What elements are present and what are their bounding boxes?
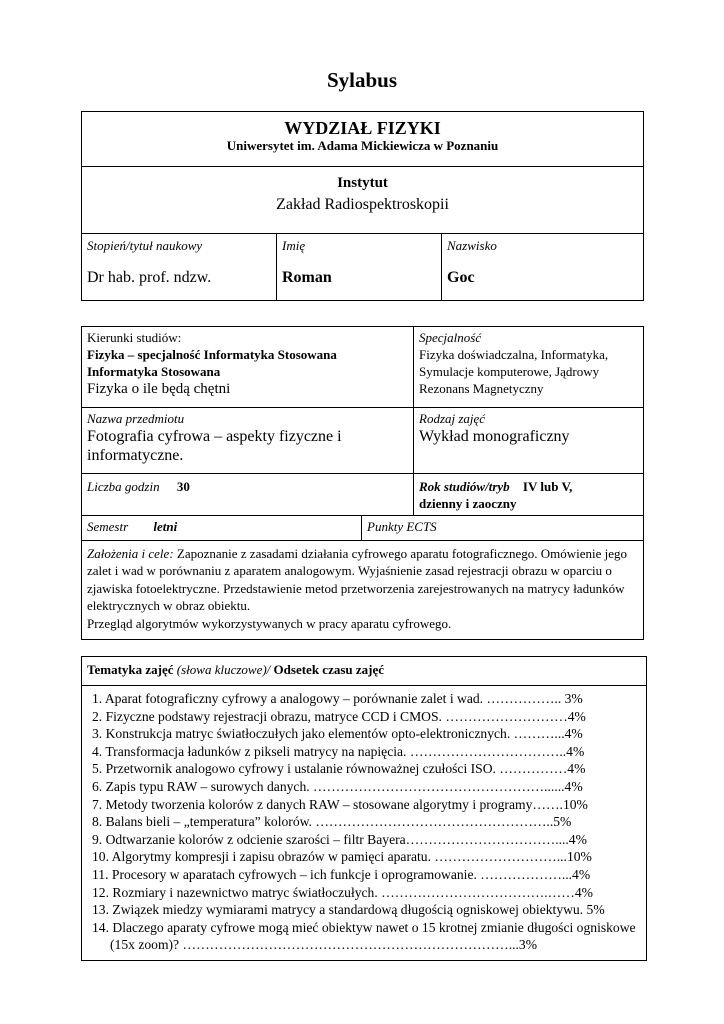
topic-item: 11. Procesory w aparatach cyfrowych – ich funkcje i oprogramowanie. ………………...4%	[92, 866, 591, 882]
specialty-cell	[414, 327, 644, 408]
course-table	[81, 326, 644, 640]
institute-label: Instytut	[337, 175, 388, 191]
semester-cell	[82, 516, 362, 541]
directions-line-1: Fizyka – specjalność Informatyka Stosowana	[87, 347, 337, 362]
topics-header-cell	[82, 657, 647, 686]
goals-label: Założenia i cele:	[87, 546, 174, 561]
directions-line-2: Informatyka Stosowana	[87, 364, 221, 379]
faculty-table	[81, 111, 644, 301]
hours-label: Liczba godzin	[87, 479, 160, 494]
topic-item: 9. Odtwarzanie kolorów z odcienie szarości – filtr Bayera……………………………....4%	[92, 831, 587, 847]
class-type-value: Wykład monograficzny	[419, 428, 570, 445]
faculty-name: WYDZIAŁ FIZYKI	[284, 118, 441, 138]
topics-list	[88, 690, 642, 954]
topics-header-b: (słowa kluczowe)/	[176, 662, 271, 677]
goals-cell	[82, 541, 644, 640]
topic-item: 8. Balans bieli – „temperatura” kolorów. ……………………………………………..5%	[92, 814, 572, 830]
topic-item: 4. Transformacja ładunków z pikseli matrycy na napięcia. ……………………………..4%	[92, 743, 585, 759]
subject-value: Fotografia cyfrowa – aspekty fizyczne i informatyczne.	[87, 428, 342, 464]
hours-value: 30	[176, 479, 190, 494]
first-name-label: Imię	[282, 238, 306, 253]
topic-item: 10. Algorytmy kompresji i zapisu obrazów w pamięci aparatu. ………………………...10%	[92, 849, 592, 865]
directions-line-3: Fizyka o ile będą chętni	[87, 381, 231, 397]
institute-name: Zakład Radiospektroskopii	[276, 196, 449, 213]
semester-value: letni	[153, 519, 178, 534]
topic-item: 1. Aparat fotograficzny cyfrowy a analogowy – porównanie zalet i wad. …………….. 3%	[92, 691, 583, 706]
topic-item: 14. Dlaczego aparaty cyfrowe mogą mieć obiektyw nawet o 15 krotnej zmianie długości ogniskowe (15x zoom)? ………………………………………………………………...3%	[92, 919, 636, 953]
directions-cell	[82, 327, 414, 408]
year-label: Rok studiów/tryb	[419, 479, 510, 494]
goals-text: Zapoznanie z zasadami działania cyfrowego aparatu fotograficznego. Omówienie jego zalet i wad w porównaniu z aparatem analogowym. Wyjaśnienie zasad rejestracji obrazu w oparciu o zjawiska fotoelektryczne. Przedstawienie metod przetworzenia zarejestrowanych na matrycy ładunków elektrycznych w obraz obiektu.	[87, 546, 627, 614]
ects-cell	[362, 516, 644, 541]
institute-cell	[82, 167, 644, 234]
degree-label: Stopień/tytuł naukowy	[87, 238, 203, 253]
topics-header-c: Odsetek czasu zajęć	[273, 662, 385, 677]
topics-header-a: Tematyka zajęć	[87, 662, 174, 677]
topic-item: 7. Metody tworzenia kolorów z danych RAW – stosowane algorytmy i programy…….10%	[92, 796, 588, 812]
mode-value: dzienny i zaoczny	[419, 496, 517, 511]
university-name: Uniwersytet im. Adama Mickiewicza w Poznaniu	[226, 138, 499, 153]
semester-label: Semestr	[87, 519, 129, 534]
topic-item: 2. Fizyczne podstawy rejestracji obrazu, matryce CCD i CMOS. ………………………4%	[92, 708, 586, 724]
specialty-label: Specjalność	[419, 330, 482, 345]
subject-cell	[82, 408, 414, 474]
subject-label: Nazwa przedmiotu	[87, 411, 185, 426]
topics-list-cell	[82, 686, 647, 961]
goals-text-2: Przegląd algorytmów wykorzystywanych w pracy aparatu cyfrowego.	[87, 615, 452, 631]
year-value: IV lub V,	[522, 479, 573, 494]
faculty-cell	[82, 112, 644, 167]
class-type-cell	[414, 408, 644, 474]
last-name-label: Nazwisko	[447, 238, 497, 253]
class-type-label: Rodzaj zajęć	[419, 411, 486, 426]
topic-item: 5. Przetwornik analogowo cyfrowy i ustalanie równoważnej czułości ISO. ……………4%	[92, 761, 586, 777]
last-name-value: Goc	[447, 269, 475, 286]
topic-item: 12. Rozmiary i nazewnictwo matryc światłoczułych. ……………………………….……4%	[92, 884, 593, 900]
hours-cell	[82, 474, 414, 516]
degree-cell	[82, 234, 277, 301]
topic-item: 3. Konstrukcja matryc światłoczułych jako elementów opto-elektronicznych. ………...4%	[92, 726, 583, 742]
topics-table	[81, 656, 647, 961]
ects-label: Punkty ECTS	[367, 519, 437, 534]
first-name-value: Roman	[282, 269, 332, 286]
degree-value: Dr hab. prof. ndzw.	[87, 269, 212, 286]
directions-label: Kierunki studiów:	[87, 330, 182, 345]
year-cell	[414, 474, 644, 516]
topic-item: 6. Zapis typu RAW – surowych danych. ……………………………………………......4%	[92, 778, 583, 794]
topic-item: 13. Związek miedzy wymiarami matrycy a standardową długością ogniskowej obiektywu. 5%	[92, 902, 605, 918]
page-title: Sylabus	[326, 68, 398, 92]
first-name-cell	[277, 234, 442, 301]
last-name-cell	[442, 234, 644, 301]
specialty-value: Fizyka doświadczalna, Informatyka, Symulacje komputerowe, Jądrowy Rezonans Magnetyczny	[419, 347, 609, 396]
